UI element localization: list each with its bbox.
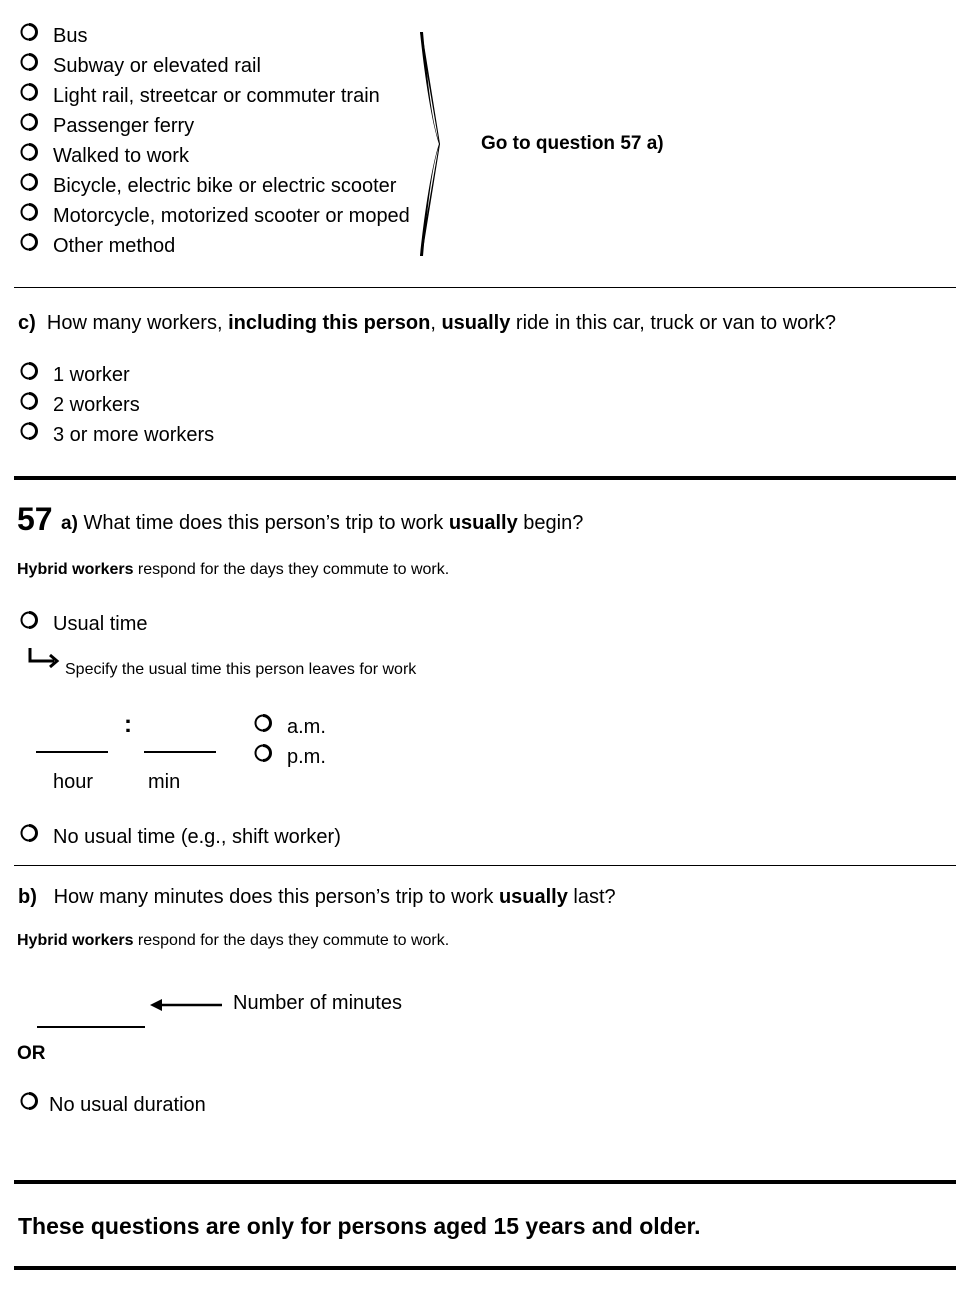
question-c	[18, 311, 836, 335]
minute-input[interactable]	[144, 751, 216, 753]
left-arrow-icon	[148, 996, 224, 1014]
divider	[14, 287, 956, 288]
radio-usual-time[interactable]	[20, 611, 38, 629]
divider	[14, 865, 956, 866]
hybrid-note	[17, 560, 449, 580]
question-letter: c)	[18, 312, 36, 334]
min-label: min	[148, 771, 181, 793]
radio-2-workers[interactable]	[20, 392, 38, 410]
radio-light-rail[interactable]	[20, 83, 38, 101]
radio-1-worker[interactable]	[20, 362, 38, 380]
minutes-label: Number of minutes	[233, 992, 402, 1014]
hybrid-note	[17, 931, 449, 951]
option-label: Subway or elevated rail	[53, 55, 261, 77]
radio-bicycle[interactable]	[20, 173, 38, 191]
hybrid-label: Hybrid workers	[17, 932, 134, 949]
option-label: No usual duration	[49, 1094, 206, 1116]
option-label: Bus	[53, 25, 88, 47]
option-label: 2 workers	[53, 394, 140, 416]
question-emphasis: including this person	[228, 312, 431, 334]
radio-subway[interactable]	[20, 53, 38, 71]
radio-pm[interactable]	[254, 744, 272, 762]
question-text: ,	[430, 312, 442, 334]
return-arrow-icon	[28, 646, 60, 670]
question-emphasis: usually	[498, 886, 568, 908]
hybrid-text: respond for the days they commute to work.	[133, 932, 450, 949]
section-divider	[14, 1180, 956, 1184]
time-colon: :	[124, 711, 132, 738]
option-label: 1 worker	[53, 364, 130, 386]
option-label: Passenger ferry	[53, 115, 195, 137]
hybrid-text: respond for the days they commute to work.	[133, 561, 450, 578]
or-separator: OR	[17, 1043, 46, 1064]
question-emphasis: usually	[441, 312, 511, 334]
radio-other-method[interactable]	[20, 233, 38, 251]
radio-am[interactable]	[254, 714, 272, 732]
question-letter: b)	[18, 886, 37, 908]
hour-input[interactable]	[36, 751, 108, 753]
minutes-input[interactable]	[37, 1026, 145, 1028]
bracket-arrow-icon	[416, 30, 446, 258]
question-57b	[18, 885, 616, 909]
radio-3-or-more-workers[interactable]	[20, 422, 38, 440]
radio-walked[interactable]	[20, 143, 38, 161]
question-text: How many minutes does this person’s trip to work	[53, 886, 499, 908]
question-text: last?	[567, 886, 616, 908]
age-note: These questions are only for persons aged 15 years and older.	[18, 1213, 701, 1239]
option-label: p.m.	[287, 746, 326, 768]
option-label: Light rail, streetcar or commuter train	[53, 85, 380, 107]
question-number: 57	[17, 501, 53, 537]
hour-label: hour	[53, 771, 94, 793]
option-label: Motorcycle, motorized scooter or moped	[53, 205, 410, 227]
question-text: begin?	[517, 512, 584, 534]
question-emphasis: usually	[448, 512, 518, 534]
hybrid-label: Hybrid workers	[17, 561, 134, 578]
option-label: Other method	[53, 235, 176, 257]
option-label: Walked to work	[53, 145, 189, 167]
question-letter: a)	[61, 513, 78, 534]
goto-instruction: Go to question 57 a)	[481, 133, 664, 154]
specify-instruction: Specify the usual time this person leaves for work	[65, 661, 417, 678]
option-label: a.m.	[287, 716, 326, 738]
question-text: What time does this person’s trip to work	[83, 512, 449, 534]
option-label: Usual time	[53, 613, 148, 635]
radio-no-usual-duration[interactable]	[20, 1092, 38, 1110]
question-57a	[61, 511, 583, 536]
radio-ferry[interactable]	[20, 113, 38, 131]
section-divider	[14, 1266, 956, 1270]
radio-motorcycle[interactable]	[20, 203, 38, 221]
option-label: 3 or more workers	[53, 424, 215, 446]
radio-bus[interactable]	[20, 23, 38, 41]
radio-no-usual-time[interactable]	[20, 824, 38, 842]
question-text: ride in this car, truck or van to work?	[510, 312, 837, 334]
option-label: Bicycle, electric bike or electric scooter	[53, 175, 397, 197]
question-text: How many workers,	[46, 312, 229, 334]
option-label: No usual time (e.g., shift worker)	[53, 826, 341, 848]
section-divider	[14, 476, 956, 480]
